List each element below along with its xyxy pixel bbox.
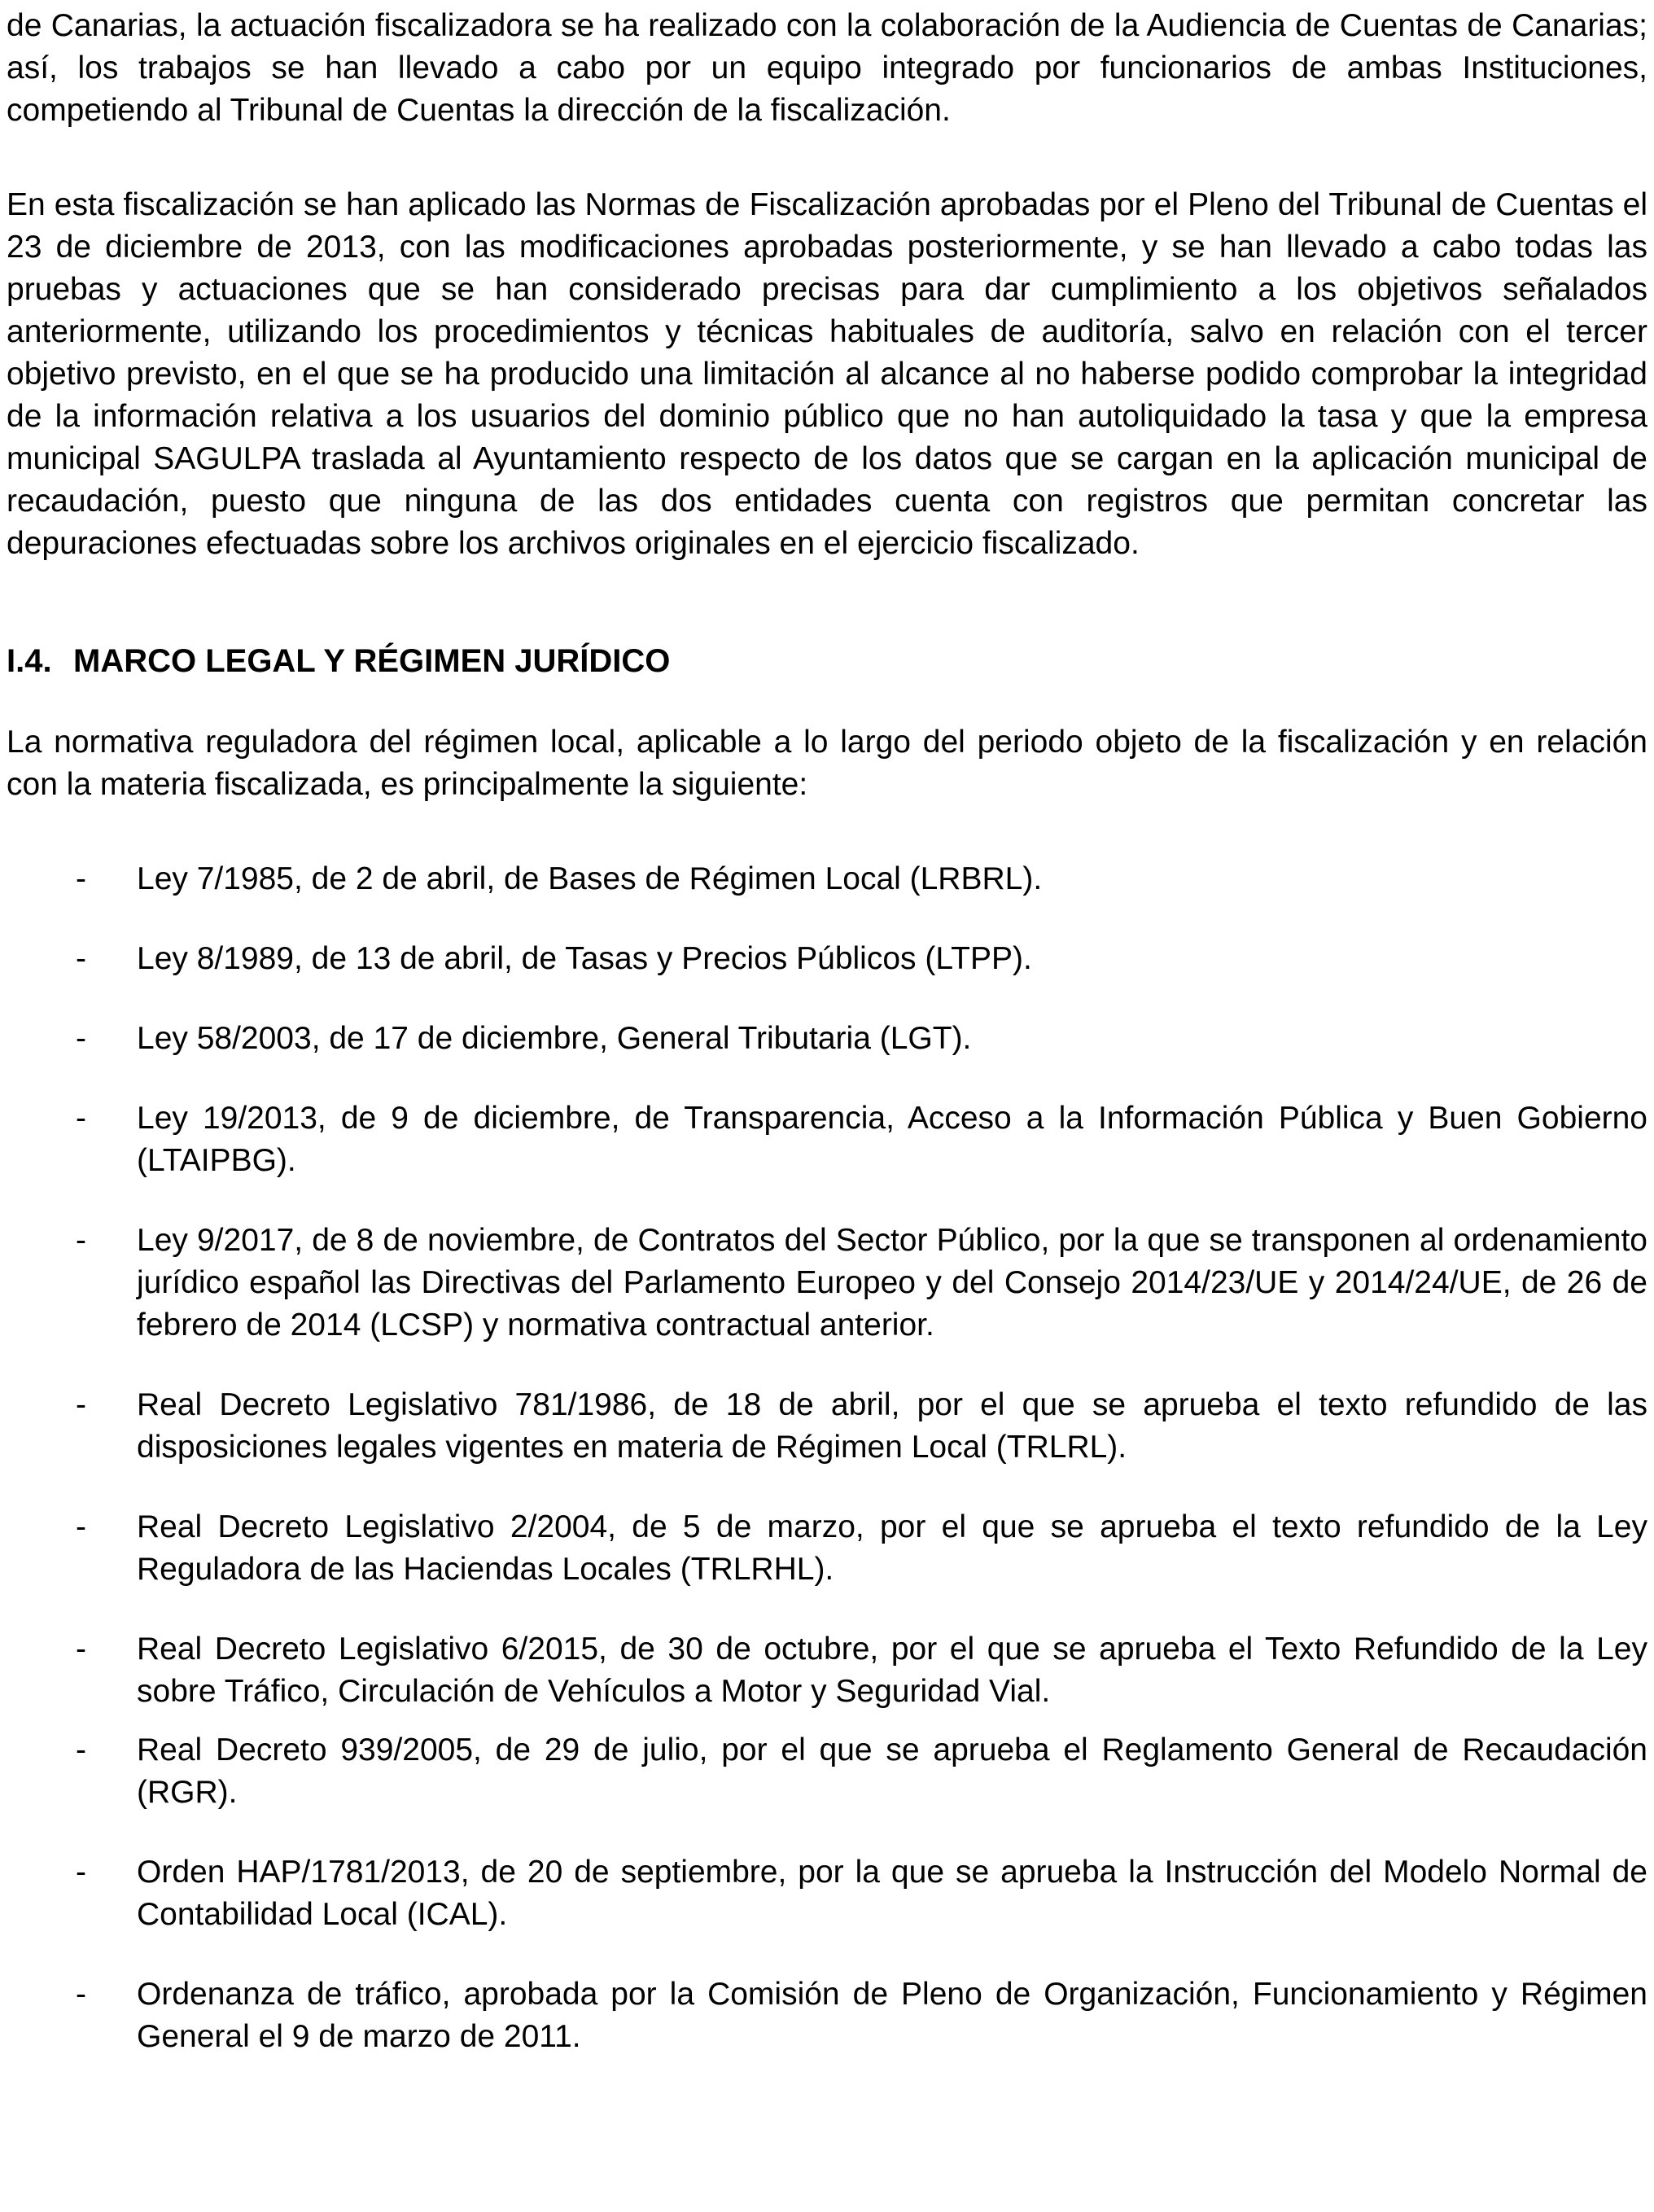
list-bullet: - (76, 1632, 86, 1667)
intro-paragraph: La normativa reguladora del régimen local, aplicable a lo largo del periodo objeto de la fiscalización y en relación con la materia fiscalizada, es principalmente la siguiente: (7, 725, 1647, 802)
list-bullet: - (76, 1223, 86, 1258)
list-item (7, 858, 1647, 900)
list-bullet: - (76, 1021, 86, 1056)
list-bullet: - (76, 1387, 86, 1422)
list-item-text: Ordenanza de tráfico, aprobada por la Comisión de Pleno de Organización, Funcionamiento y Régimen General el 9 de marzo de 2011. (137, 1977, 1647, 2054)
list-item-text: Real Decreto 939/2005, de 29 de julio, por el que se aprueba el Reglamento General de Recaudación (RGR). (137, 1732, 1647, 1810)
list-item (7, 1628, 1647, 1713)
legal-norms-list (7, 858, 1647, 2058)
list-item (7, 1729, 1647, 1814)
section-title: MARCO LEGAL Y RÉGIMEN JURÍDICO (73, 643, 671, 679)
list-item-text: Ley 9/2017, de 8 de noviembre, de Contratos del Sector Público, por la que se transponen al ordenamiento jurídico español las Directivas del Parlamento Europeo y del Consejo 2014/23/UE y 2014/24/UE, de 26 de febrero de 2014 (LCSP) y normativa contractual anterior. (137, 1223, 1647, 1343)
list-bullet: - (76, 861, 86, 896)
list-item-text: Ley 19/2013, de 9 de diciembre, de Transparencia, Acceso a la Información Pública y Buen Gobierno (LTAIPBG). (137, 1101, 1647, 1178)
list-bullet: - (76, 1977, 86, 2012)
list-bullet: - (76, 1101, 86, 1136)
list-item-text: Real Decreto Legislativo 781/1986, de 18 de abril, por el que se aprueba el texto refundido de las disposiciones legales vigentes en materia de Régimen Local (TRLRL). (137, 1387, 1647, 1465)
list-item-text: Orden HAP/1781/2013, de 20 de septiembre, por la que se aprueba la Instrucción del Modelo Normal de Contabilidad Local (ICAL). (137, 1855, 1647, 1932)
list-bullet: - (76, 1732, 86, 1767)
list-item (7, 1851, 1647, 1936)
body-paragraph-2: En esta fiscalización se han aplicado las Normas de Fiscalización aprobadas por el Pleno del Tribunal de Cuentas el 23 de diciembre de 2013, con las modificaciones aprobadas posteriormente, y se han llevado a cabo todas las pruebas y actuaciones que se han considerado precisas para dar cumplimiento a los objetivos señalados anteriormente, utilizando los procedimientos y técnicas habituales de auditoría, salvo en relación con el tercer objetivo previsto, en el que se ha producido una limitación al alcance al no haberse podido comprobar la integridad de la información relativa a los usuarios del dominio público que no han autoliquidado la tasa y que la empresa municipal SAGULPA traslada al Ayuntamiento respecto de los datos que se cargan en la aplicación municipal de recaudación, puesto que ninguna de las dos entidades cuenta con registros que permitan concretar las depuraciones efectuadas sobre los archivos originales en el ejercicio fiscalizado. (7, 187, 1647, 561)
section-number: I.4. (7, 643, 52, 679)
list-item-text: Ley 58/2003, de 17 de diciembre, General Tributaria (LGT). (137, 1021, 972, 1056)
list-item (7, 1506, 1647, 1591)
list-item (7, 938, 1647, 980)
list-item-text: Real Decreto Legislativo 6/2015, de 30 de octubre, por el que se aprueba el Texto Refundido de la Ley sobre Tráfico, Circulación de Vehículos a Motor y Seguridad Vial. (137, 1632, 1647, 1709)
list-bullet: - (76, 1509, 86, 1544)
body-paragraph-1: de Canarias, la actuación fiscalizadora se ha realizado con la colaboración de la Audiencia de Cuentas de Canarias; así, los trabajos se han llevado a cabo por un equipo integrado por funcionarios de ambas Instituciones, competiendo al Tribunal de Cuentas la dirección de la fiscalización. (7, 8, 1647, 128)
list-item (7, 1973, 1647, 2058)
list-item-text: Real Decreto Legislativo 2/2004, de 5 de marzo, por el que se aprueba el texto refundido de la Ley Reguladora de las Haciendas Locales (TRLRHL). (137, 1509, 1647, 1587)
list-item-text: Ley 8/1989, de 13 de abril, de Tasas y Precios Públicos (LTPP). (137, 941, 1032, 976)
list-item-text: Ley 7/1985, de 2 de abril, de Bases de Régimen Local (LRBRL). (137, 861, 1043, 896)
list-item (7, 1220, 1647, 1347)
list-item (7, 1018, 1647, 1060)
list-bullet: - (76, 1855, 86, 1890)
section-heading (7, 640, 1647, 682)
list-item (7, 1097, 1647, 1182)
list-bullet: - (76, 941, 86, 976)
list-item (7, 1384, 1647, 1469)
